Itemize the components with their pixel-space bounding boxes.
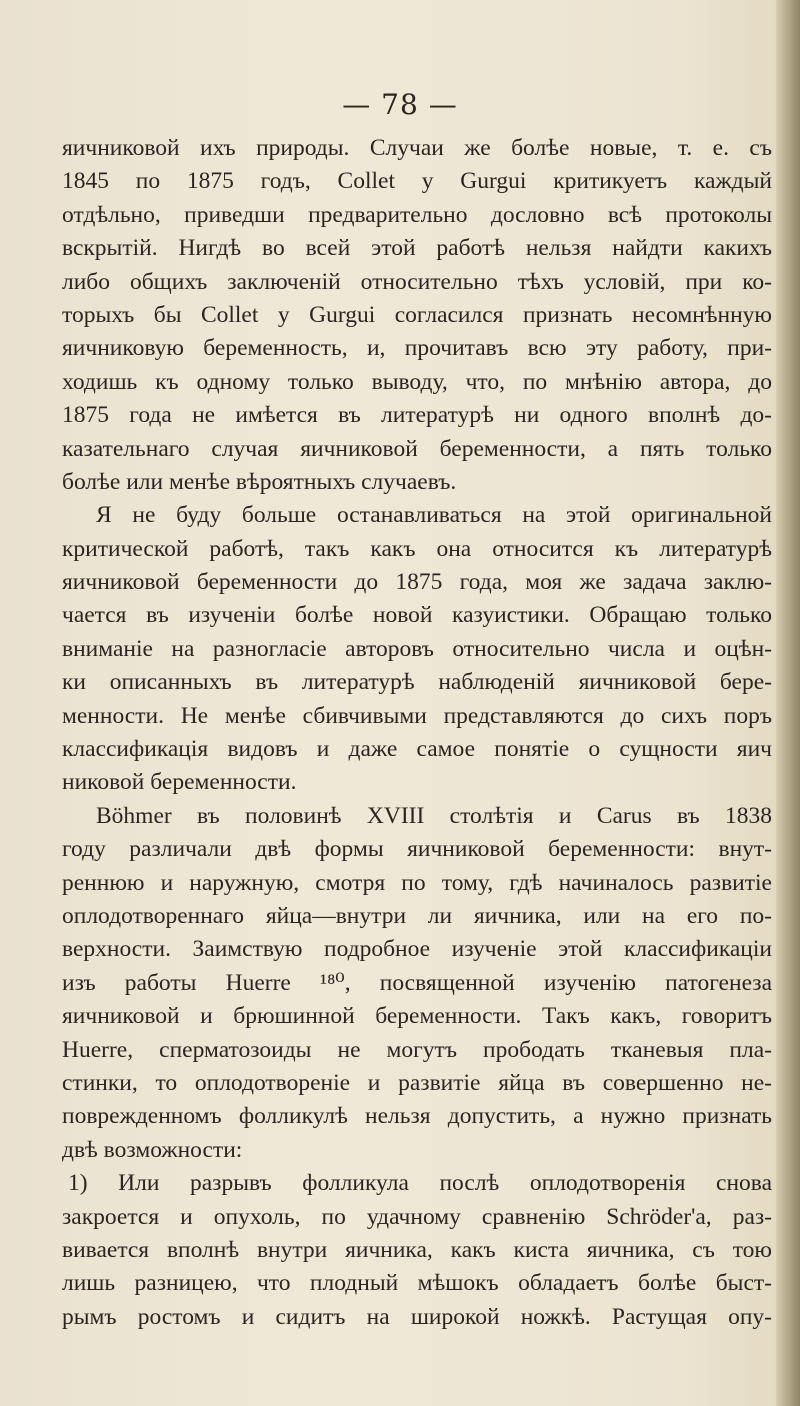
- text-line: вивается вполнѣ внутри яичника, какъ киста яичника, съ тою: [62, 1236, 772, 1263]
- page-number: — 78 —: [342, 88, 458, 121]
- text-line: изъ работы Нuerre ¹⁸⁰, посвященной изученію патогенеза: [62, 969, 772, 996]
- text-line: никовой беременности.: [62, 769, 297, 796]
- text-line: 1845 по 1875 годъ, Collet у Gurgui критикуетъ каждый: [62, 168, 772, 195]
- text-line: яичниковой и брюшинной беременности. Такъ какъ, говоритъ: [62, 1003, 772, 1030]
- text-line: верхности. Заимствую подробное изученіе этой классификаціи: [62, 936, 772, 963]
- text-line: Huerre, сперматозоиды не могутъ прободать тканевыя пла-: [62, 1036, 772, 1063]
- text-line: году различали двѣ формы яичниковой беременности: внут-: [62, 836, 772, 863]
- book-spine-shadow: [776, 0, 800, 1406]
- body-text: [62, 132, 772, 1334]
- text-line: реннюю и наружную, смотря по тому, гдѣ начиналось развитіе: [62, 869, 772, 896]
- text-line: либо общихъ заключеній относительно тѣхъ условій, при ко-: [62, 268, 772, 295]
- text-line: закроется и опухоль, по удачному сравненію Schröder'а, раз-: [62, 1203, 772, 1230]
- text-line: рымъ ростомъ и сидитъ на широкой ножкѣ. Растущая опу-: [62, 1303, 772, 1330]
- text-line: поврежденномъ фолликулѣ нельзя допустить, а нужно признать: [62, 1103, 772, 1130]
- text-line: Böhmer въ половинѣ XVIII столѣтія и Carus въ 1838: [96, 802, 772, 829]
- text-line: болѣе или менѣе вѣроятныхъ случаевъ.: [62, 468, 457, 495]
- text-line: 1875 года не имѣется въ литературѣ ни одного вполнѣ до-: [62, 402, 772, 429]
- text-line: отдѣльно, приведши предварительно дословно всѣ протоколы: [62, 201, 772, 228]
- text-line: оплодотвореннаго яйца—внутри ли яичника, или на его по-: [62, 902, 772, 929]
- text-line: лишь разницею, что плодный мѣшокъ обладаетъ болѣе быст-: [62, 1270, 772, 1297]
- text-line: торыхъ бы Collet у Gurgui согласился признать несомнѣнную: [62, 301, 772, 328]
- text-line: вниманіе на разногласіе авторовъ относительно числа и оцѣн-: [62, 635, 772, 662]
- text-line: менности. Не менѣе сбивчивыми представляются до сихъ поръ: [62, 702, 772, 729]
- text-line: стинки, то оплодотвореніе и развитіе яйца въ совершенно не-: [62, 1069, 772, 1096]
- text-line: вскрытій. Нигдѣ во всей этой работѣ нельзя найдти какихъ: [62, 235, 772, 262]
- text-line: яичниковой беременности до 1875 года, моя же задача заклю-: [62, 569, 772, 596]
- text-line: ходишь къ одному только выводу, что, по мнѣнію автора, до: [62, 368, 772, 395]
- text-line: Я не буду больше останавливаться на этой оригинальной: [96, 502, 772, 529]
- text-line: классификація видовъ и даже самое понятіе о сущности яич: [62, 736, 772, 763]
- text-line: яичниковую беременность, и, прочитавъ всю эту работу, при-: [62, 335, 772, 362]
- text-line: яичниковой ихъ природы. Случаи же болѣе новые, т. е. съ: [62, 135, 772, 161]
- text-line: чается въ изученіи болѣе новой казуистики. Обращаю только: [62, 602, 772, 629]
- text-line: двѣ возможности:: [62, 1136, 243, 1163]
- text-line: казательнаго случая яичниковой беременности, а пять только: [62, 435, 772, 462]
- text-line: критической работѣ, такъ какъ она относится къ литературѣ: [62, 535, 772, 562]
- text-line: 1) Или разрывъ фолликула послѣ оплодотворенія снова: [68, 1170, 772, 1197]
- text-line: ки описанныхъ въ литературѣ наблюденій яичниковой бере-: [62, 669, 772, 696]
